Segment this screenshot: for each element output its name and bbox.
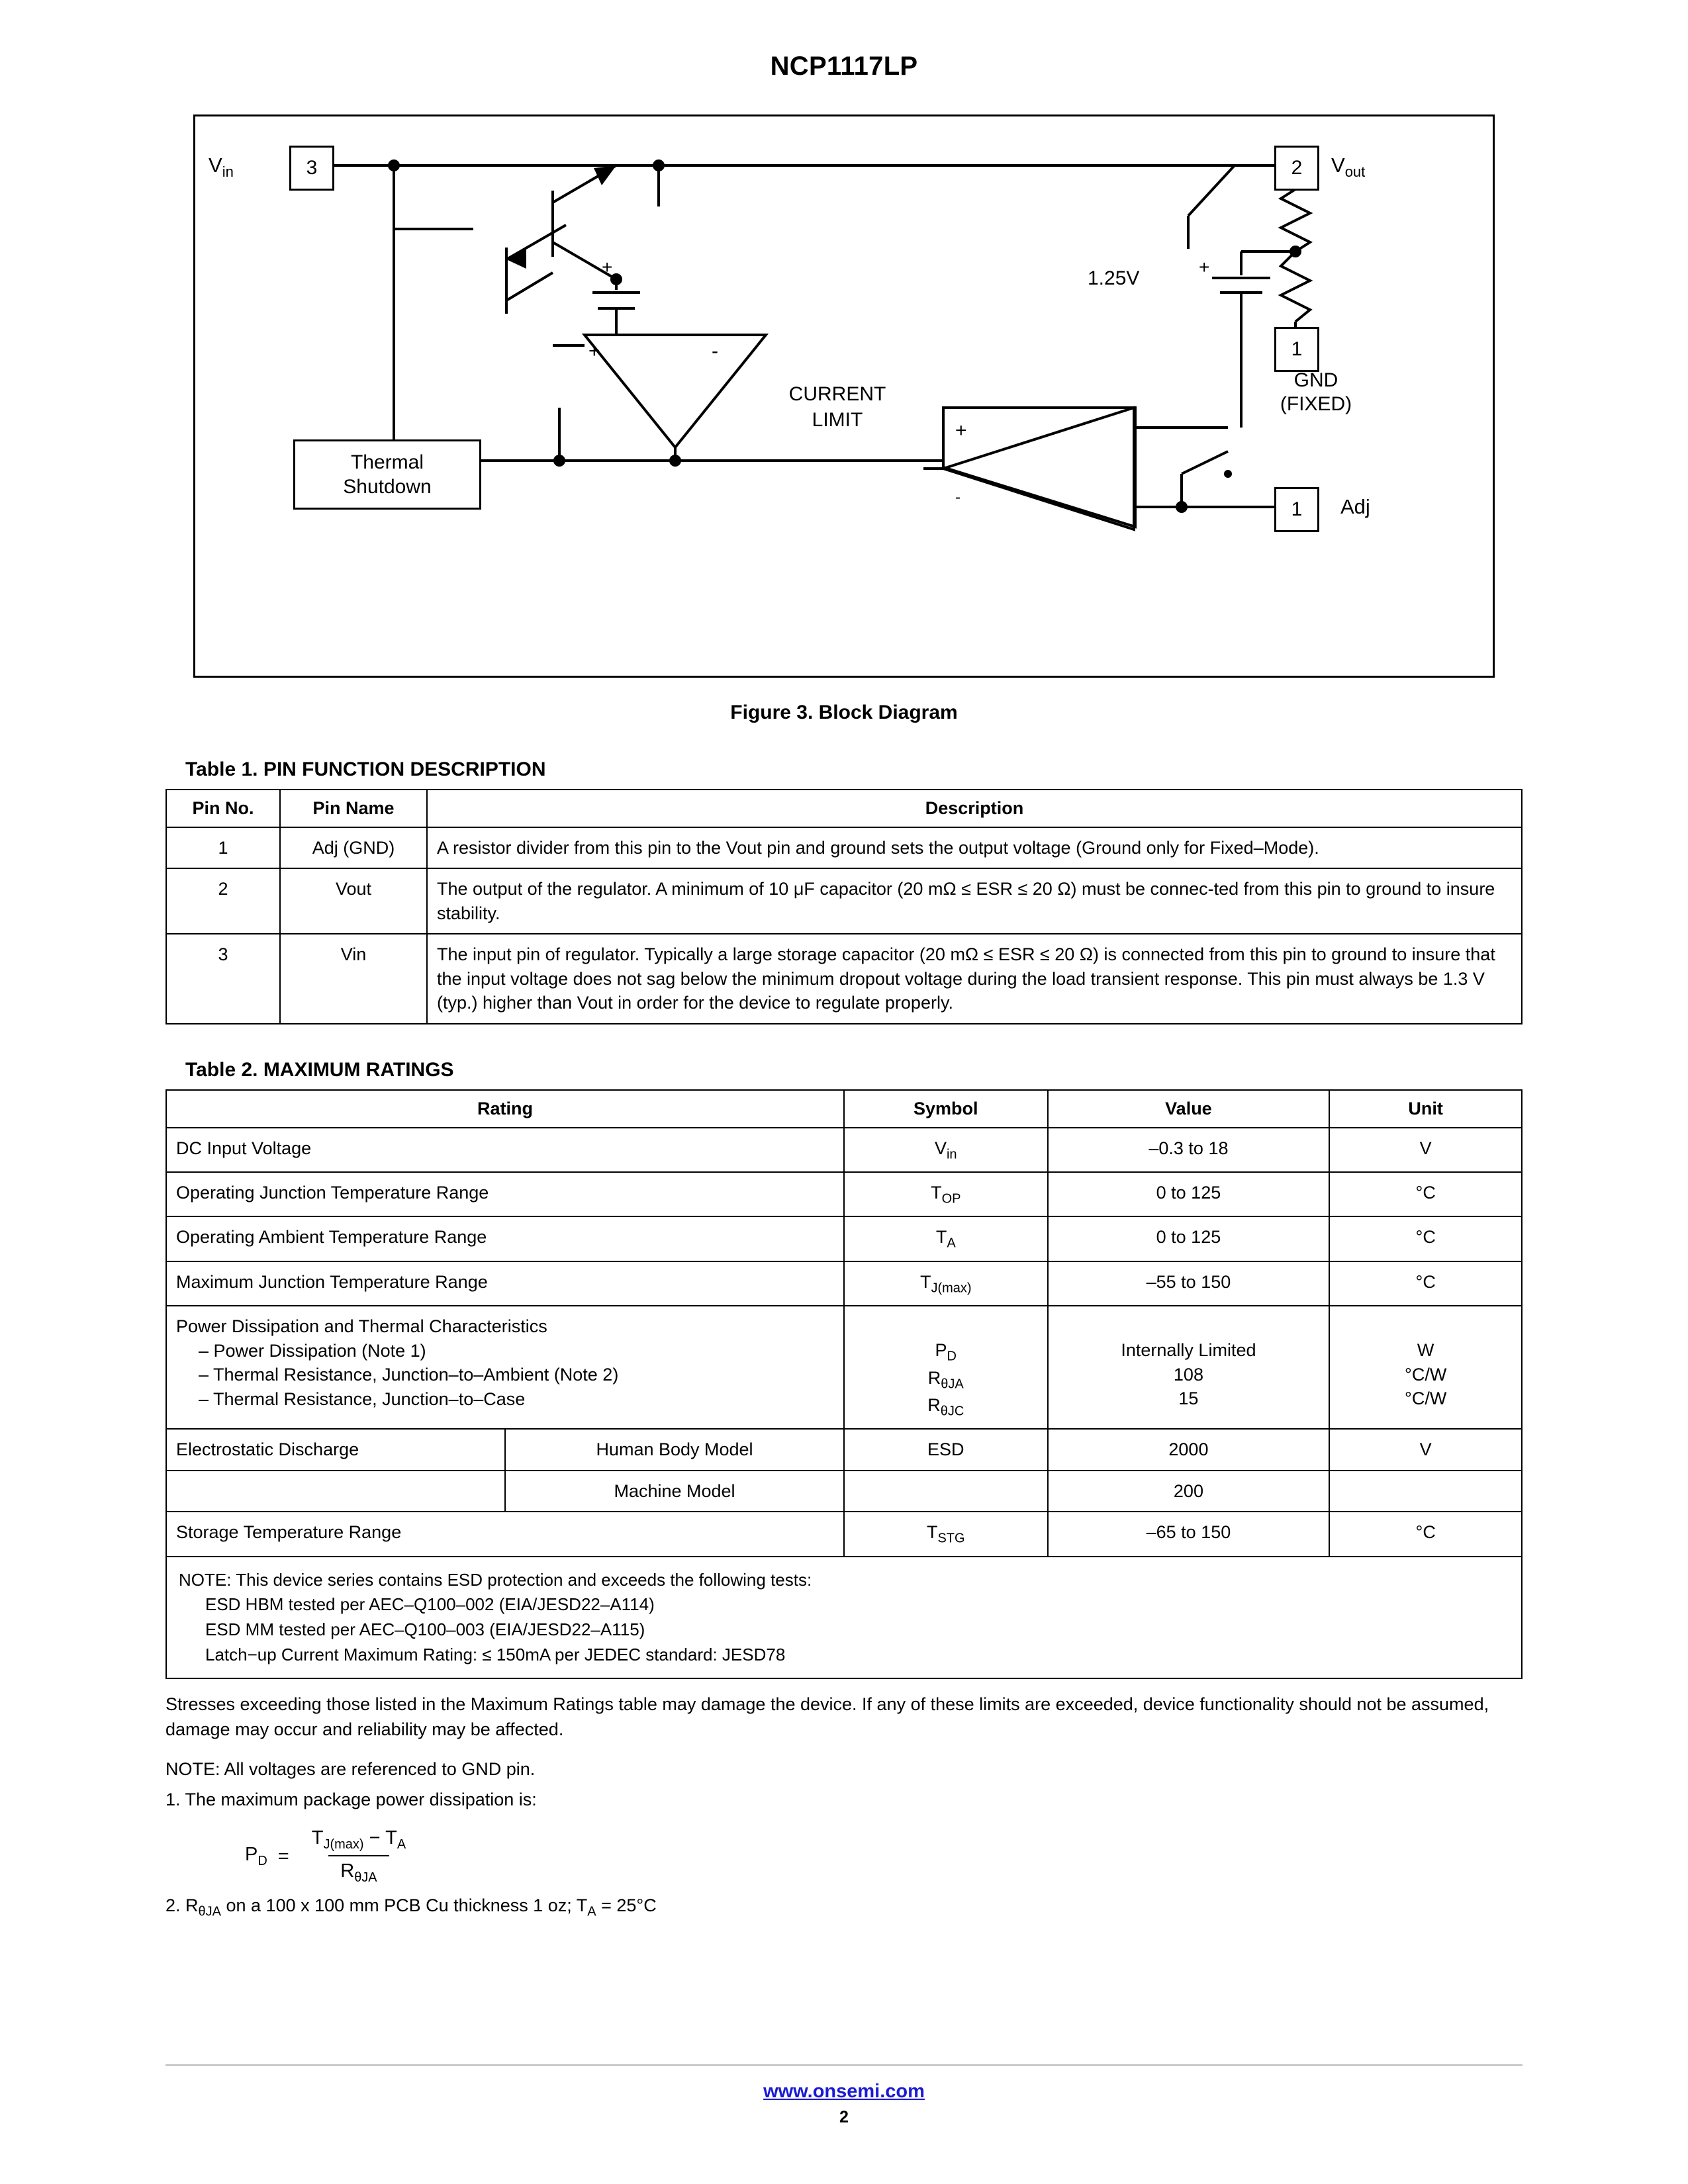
note-intro: NOTE: This device series contains ESD protection and exceeds the following tests: (179, 1569, 812, 1590)
table-row-power-dissipation (166, 1306, 1522, 1429)
pin-2-box: 2 (1274, 146, 1319, 191)
cell-symbol: $T_{OP}$ (844, 1172, 1048, 1216)
cell-power-block (166, 1306, 844, 1429)
power-line-3: – Thermal Resistance, Junction–to–Case (199, 1388, 526, 1409)
cell-esd-model: Human Body Model (505, 1429, 844, 1470)
cell-pin-no: 1 (166, 827, 280, 868)
pin-3-box: 3 (289, 146, 334, 191)
cell-esd-symbol-blank (844, 1471, 1048, 1512)
reference-voltage-label: 1.25V (1088, 267, 1140, 289)
table-header-row (166, 790, 1522, 827)
cell-symbol: $V_{in}$ (844, 1128, 1048, 1172)
cell-value: –55 to 150 (1048, 1261, 1330, 1306)
cell-symbol: $T_A$ (844, 1216, 1048, 1261)
table-row-esd-hbm (166, 1429, 1522, 1470)
stress-paragraph: Stresses exceeding those listed in the Maximum Ratings table may damage the device. If any of these limits are exceeded, device functionality should not be assumed, damage may occur and reliability may be affected. (165, 1694, 1489, 1740)
cell-rating: Storage Temperature Range (166, 1512, 844, 1556)
cell-description: The output of the regulator. A minimum of 10 μF capacitor (20 mΩ ≤ ESR ≤ 20 Ω) must be connec‐ted from this pin to ground to insure stability. (427, 868, 1522, 934)
adj-label: Adj (1340, 495, 1370, 518)
cell-pin-no: 2 (166, 868, 280, 934)
thermal-shutdown-block: Thermal Shutdown (293, 439, 481, 510)
block-diagram-figure (165, 114, 1523, 724)
table1-title: Table 1. PIN FUNCTION DESCRIPTION (185, 758, 546, 780)
cell-description: A resistor divider from this pin to the Vout pin and ground sets the output voltage (Ground only for Fixed–Mode). (427, 827, 1522, 868)
note-1: 1. The maximum package power dissipation is: (165, 1789, 537, 1809)
cl-minus-sign: - (712, 340, 718, 362)
reference-plus-sign: + (1199, 257, 1210, 277)
table2-title: Table 2. MAXIMUM RATINGS (185, 1058, 454, 1081)
maximum-ratings-table (165, 1089, 1523, 1680)
table-row (166, 827, 1522, 868)
th-rating: Rating (166, 1090, 844, 1128)
cell-description: The input pin of regulator. Typically a large storage capacitor (20 mΩ ≤ ESR ≤ 20 Ω) is connected from this pin to ground to insure that the input voltage does not sag below the minimum dropout voltage during the load transient response. This pin must always be 1.3 V (typ.) higher than Vout in order for the device to regulate properly. (427, 934, 1522, 1023)
cell-esd-notes (166, 1557, 1522, 1679)
table-row (166, 1216, 1522, 1261)
cell-pin-no: 3 (166, 934, 280, 1023)
table-header-row (166, 1090, 1522, 1128)
note-line-2: ESD MM tested per AEC–Q100–003 (EIA/JESD22–A115) (205, 1619, 645, 1639)
table-row-notes (166, 1557, 1522, 1679)
note-line-3: Latch−up Current Maximum Rating: ≤ 150mA per JEDEC standard: JESD78 (205, 1644, 786, 1664)
th-pin-no: Pin No. (166, 790, 280, 827)
pin-1-adj-box: 1 (1274, 487, 1319, 532)
table-row (166, 868, 1522, 934)
cap-plus-sign: + (602, 257, 613, 277)
th-unit: Unit (1329, 1090, 1522, 1128)
onsemi-link[interactable]: www.onsemi.com (763, 2081, 925, 2102)
cell-symbol: $T_{STG}$ (844, 1512, 1048, 1556)
formula-fraction (300, 1827, 418, 1886)
figure-caption: Figure 3. Block Diagram (730, 702, 958, 723)
table-row (166, 1261, 1522, 1306)
cell-value: 0 to 125 (1048, 1172, 1330, 1216)
cell-esd-rating-blank (166, 1471, 505, 1512)
note-line-1: ESD HBM tested per AEC–Q100–002 (EIA/JESD22–A114) (205, 1594, 655, 1615)
page-title: NCP1117LP (770, 52, 918, 81)
block-diagram (193, 114, 1495, 678)
cell-value: –65 to 150 (1048, 1512, 1330, 1556)
vout-label: $V_{out}$ (1331, 154, 1366, 181)
cell-value: –0.3 to 18 (1048, 1128, 1330, 1172)
table-row (166, 934, 1522, 1023)
table-row (166, 1172, 1522, 1216)
table-row-esd-mm (166, 1471, 1522, 1512)
power-line-1: – Power Dissipation (Note 1) (199, 1340, 426, 1361)
page-footer (165, 2064, 1523, 2127)
cell-power-units: W °C/W °C/W (1329, 1306, 1522, 1429)
cell-pin-name: Vout (280, 868, 427, 934)
formula-lhs: $P_D$ (245, 1844, 267, 1868)
th-symbol: Symbol (844, 1090, 1048, 1128)
pin-function-table (165, 789, 1523, 1024)
th-value: Value (1048, 1090, 1330, 1128)
cell-unit: °C (1329, 1172, 1522, 1216)
cell-esd-value: 200 (1048, 1471, 1330, 1512)
power-heading: Power Dissipation and Thermal Characteristics (176, 1316, 547, 1337)
cl-plus-sign: + (588, 340, 600, 362)
formula-numerator: $T_{J(max)} - T_A$ (311, 1827, 406, 1852)
cell-rating: Operating Ambient Temperature Range (166, 1216, 844, 1261)
cell-power-symbols: $P_D$ $R_{\theta JA}$ $R_{\theta JC}$ (844, 1306, 1048, 1429)
cell-esd-model: Machine Model (505, 1471, 844, 1512)
cell-symbol: $T_{J(max)}$ (844, 1261, 1048, 1306)
cell-unit: °C (1329, 1512, 1522, 1556)
th-description: Description (427, 790, 1522, 827)
cell-pin-name: Adj (GND) (280, 827, 427, 868)
cell-esd-rating: Electrostatic Discharge (166, 1429, 505, 1470)
cell-esd-unit-blank (1329, 1471, 1522, 1512)
table-row (166, 1512, 1522, 1556)
cell-value: 0 to 125 (1048, 1216, 1330, 1261)
gnd-label: GND (FIXED) (1280, 369, 1352, 415)
cell-rating: Operating Junction Temperature Range (166, 1172, 844, 1216)
cell-pin-name: Vin (280, 934, 427, 1023)
vin-label: $V_{in}$ (209, 154, 234, 181)
page-number: 2 (839, 2108, 849, 2126)
cell-rating: Maximum Junction Temperature Range (166, 1261, 844, 1306)
power-line-2: – Thermal Resistance, Junction–to–Ambient (Note 2) (199, 1365, 619, 1385)
amp-minus-sign: - (955, 488, 961, 506)
formula-denominator: $R_{\theta JA}$ (328, 1855, 389, 1886)
pin-1-gnd-box: 1 (1274, 327, 1319, 372)
table-row (166, 1128, 1522, 1172)
cell-rating: DC Input Voltage (166, 1128, 844, 1172)
cell-unit: °C (1329, 1216, 1522, 1261)
power-dissipation-formula (245, 1827, 1523, 1886)
cell-unit: °C (1329, 1261, 1522, 1306)
cell-esd-value: 2000 (1048, 1429, 1330, 1470)
th-pin-name: Pin Name (280, 790, 427, 827)
cell-power-values: Internally Limited 108 15 (1048, 1306, 1330, 1429)
cell-esd-symbol: ESD (844, 1429, 1048, 1470)
current-limit-label: CURRENT LIMIT (788, 383, 886, 431)
footer-divider (165, 2064, 1523, 2066)
formula-equals: = (277, 1845, 289, 1867)
note-2: 2. $R_{\theta JA}$ on a 100 x 100 mm PCB Cu thickness 1 oz; $T_A = 25^\circ C$ (165, 1895, 657, 1919)
amp-plus-sign: + (955, 420, 967, 441)
cell-esd-unit: V (1329, 1429, 1522, 1470)
note-voltages: NOTE: All voltages are referenced to GND pin. (165, 1758, 536, 1779)
cell-unit: V (1329, 1128, 1522, 1172)
